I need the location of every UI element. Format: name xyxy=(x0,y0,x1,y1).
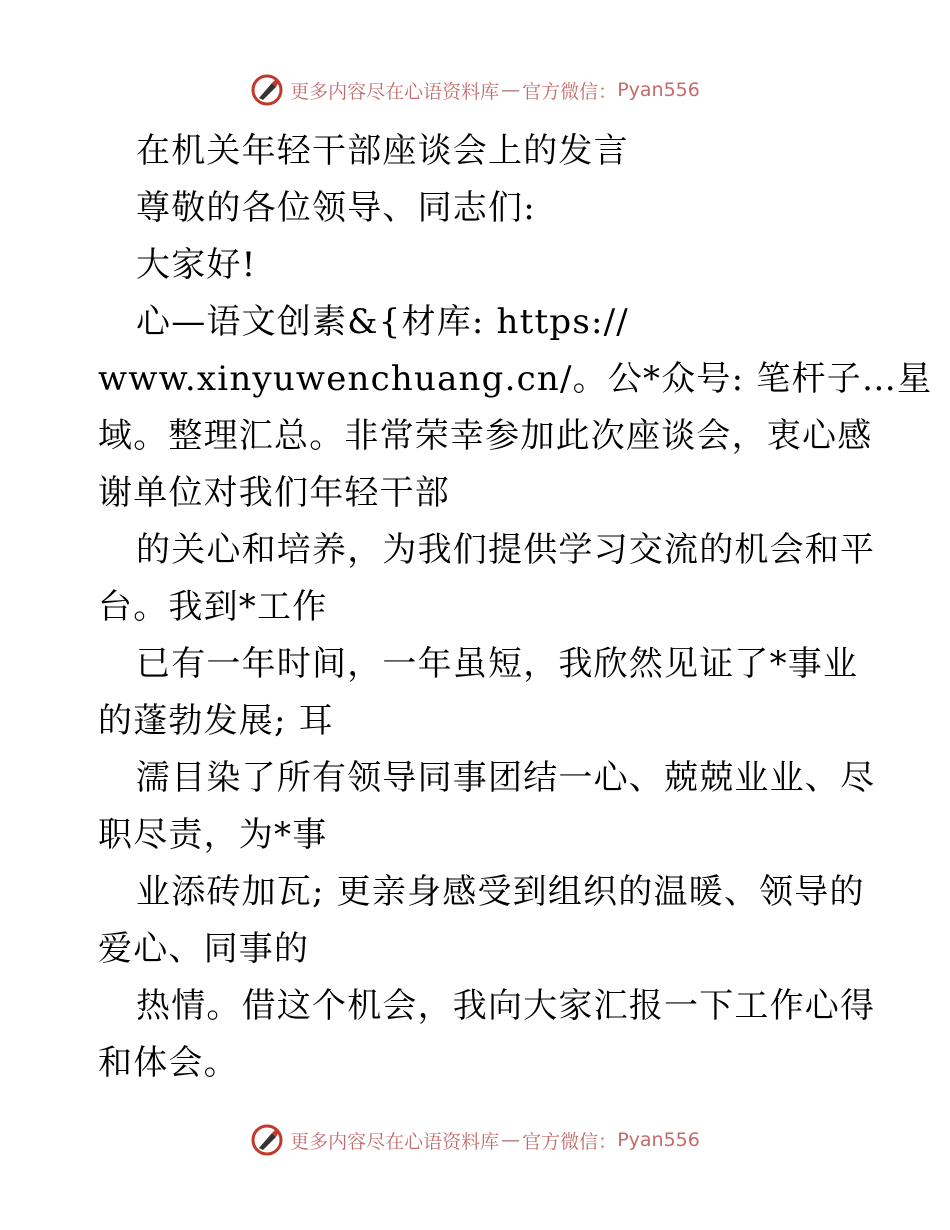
document-line: 谢单位对我们年轻干部 xyxy=(98,473,450,513)
document-line: 已有一年时间，一年虽短，我欣然见证了*事业 xyxy=(136,644,859,684)
document-line: 心—语文创素&{材库: https:// xyxy=(136,302,629,342)
pen-nib-logo-icon xyxy=(250,73,284,107)
document-line: 域。整理汇总。非常荣幸参加此次座谈会，衷心感 xyxy=(98,416,873,456)
banner-wechat-label: 官方微信： xyxy=(522,80,618,103)
banner-main-text: 更多内容尽在心语资料库 xyxy=(290,1130,500,1153)
document-line: 尊敬的各位领导、同志们: xyxy=(136,188,536,228)
banner-separator: — xyxy=(501,1129,521,1151)
document-line: 热情。借这个机会，我向大家汇报一下工作心得 xyxy=(136,986,876,1026)
header-banner xyxy=(0,70,950,110)
document-line: www.xinyuwenchuang.cn/。公*众号: 笔杆子…星 xyxy=(98,359,933,399)
document-line: 在机关年轻干部座谈会上的发言 xyxy=(136,131,629,171)
document-line: 大家好! xyxy=(136,245,257,285)
document-line: 业添砖加瓦; 更亲身感受到组织的温暖、领导的 xyxy=(136,872,865,912)
banner-wechat-id: Pyan556 xyxy=(617,1129,700,1151)
document-line: 的关心和培养，为我们提供学习交流的机会和平 xyxy=(136,530,876,570)
banner-wechat-id: Pyan556 xyxy=(617,79,700,101)
document-body xyxy=(98,123,933,1092)
document-line: 爱心、同事的 xyxy=(98,929,310,969)
pen-nib-logo-icon xyxy=(250,1123,284,1157)
banner-separator: — xyxy=(501,79,521,101)
document-line: 和体会。 xyxy=(98,1043,239,1083)
document-line: 台。我到*工作 xyxy=(98,587,328,627)
footer-banner xyxy=(0,1120,950,1160)
document-line: 职尽责，为*事 xyxy=(98,815,328,855)
banner-wechat-label: 官方微信： xyxy=(522,1130,618,1153)
banner-main-text: 更多内容尽在心语资料库 xyxy=(290,80,500,103)
document-line: 濡目染了所有领导同事团结一心、兢兢业业、尽 xyxy=(136,758,876,798)
document-line: 的蓬勃发展; 耳 xyxy=(98,701,334,741)
